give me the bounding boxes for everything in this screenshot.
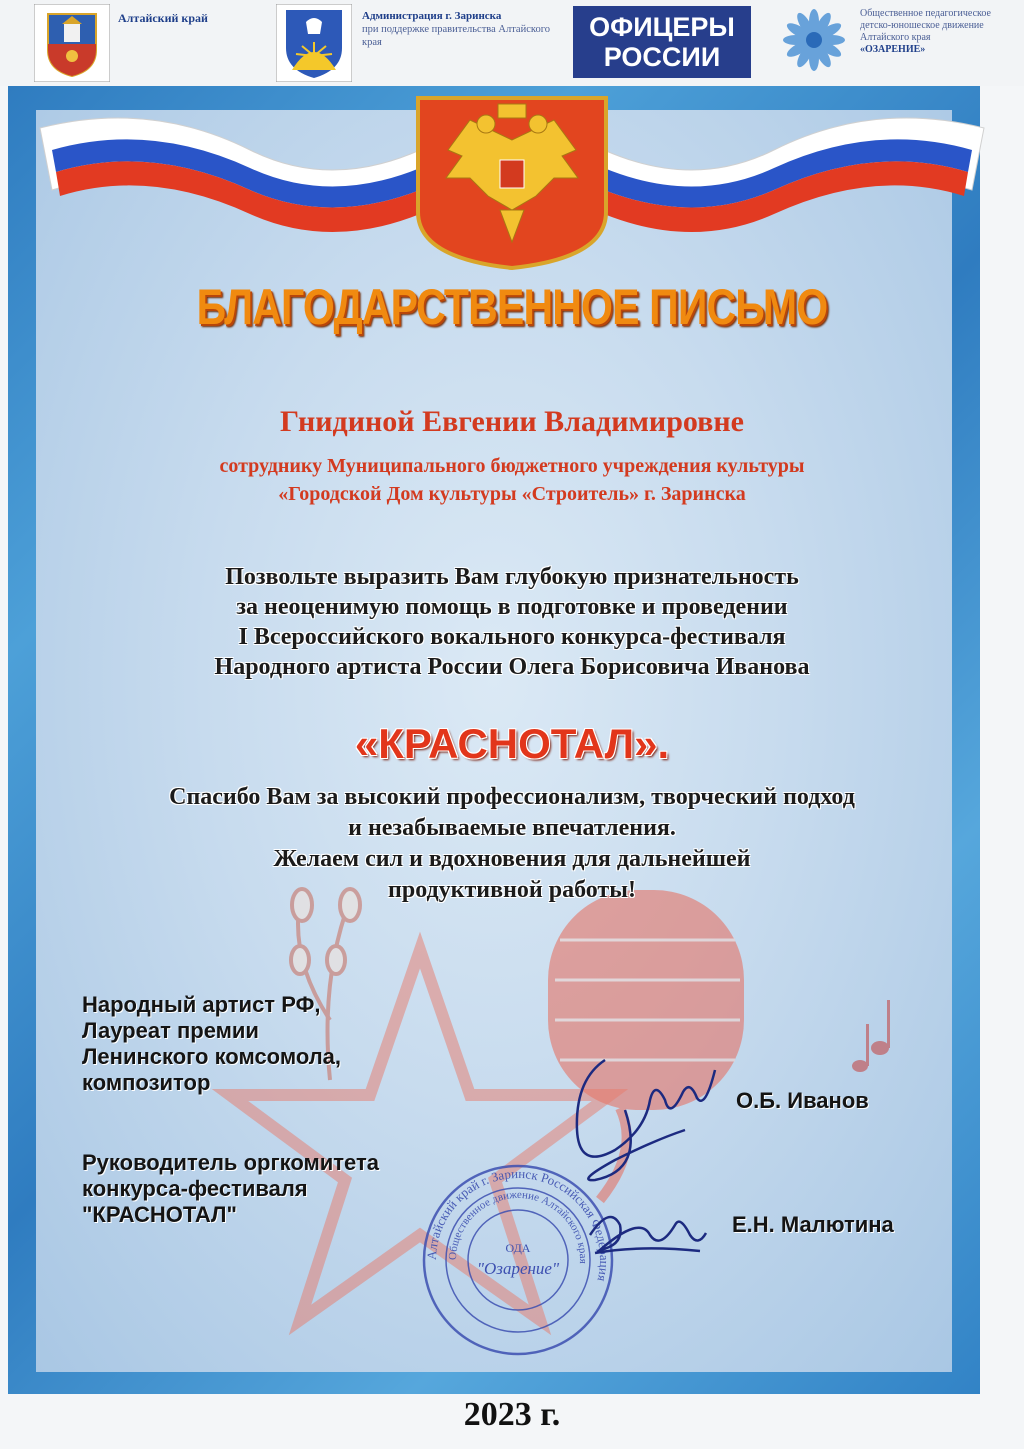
thanks-text	[0, 782, 1024, 906]
second-role-line-3: "КРАСНОТАЛ"	[82, 1202, 237, 1227]
thanks-line-3: Желаем сил и вдохновения для дальнейшей	[273, 846, 751, 872]
admin-title: Администрация г. Заринска	[362, 10, 502, 22]
first-signer-name: О.Б. Иванов	[736, 1088, 869, 1113]
position-line-2: «Городской Дом культуры «Строитель» г. Заринска	[278, 483, 746, 505]
second-signer-name: Е.Н. Малютина	[732, 1212, 894, 1237]
music-note-icon	[852, 1000, 890, 1072]
thanks-line-4: продуктивной работы!	[388, 877, 636, 903]
second-role-line-2: конкурса-фестиваля	[82, 1176, 308, 1201]
recipient-position	[0, 452, 1024, 508]
letter-title: БЛАГОДАРСТВЕННОЕ ПИСЬМО	[196, 279, 828, 335]
ozarenie-name: «ОЗАРЕНИЕ»	[860, 44, 926, 55]
letter-year: 2023 г.	[463, 1396, 561, 1433]
position-line-1: сотруднику Муниципального бюджетного учреждения культуры	[219, 455, 805, 477]
festival-name: «КРАСНОТАЛ».	[354, 720, 670, 767]
first-signer-role	[82, 992, 341, 1096]
stamp-outer-text: Алтайский край г. Заринск Российская Федерация	[423, 1165, 613, 1283]
letter-body	[0, 562, 1024, 682]
thanks-line-2: и незабываемые впечатления.	[348, 815, 676, 841]
thanks-line-1: Спасибо Вам за высокий профессионализм, творческий подход	[169, 784, 855, 810]
body-line-1: Позвольте выразить Вам глубокую признательность	[225, 564, 799, 590]
first-role-line-2: Лауреат премии	[82, 1018, 259, 1043]
first-role-line-3: Ленинского комсомола,	[82, 1044, 342, 1069]
body-line-3: I Всероссийского вокального конкурса-фестиваля	[238, 624, 786, 650]
recipient-name: Гнидиной Евгении Владимировне	[280, 405, 744, 438]
first-role-line-4: композитор	[82, 1070, 211, 1095]
ivanov-signature	[555, 1040, 735, 1190]
second-signer-role	[82, 1150, 379, 1228]
first-role-line-1: Народный артист РФ,	[82, 992, 321, 1017]
russia-coat-of-arms-icon	[418, 98, 606, 268]
malyutina-signature	[580, 1195, 710, 1265]
stamp-center: "Озарение"	[476, 1259, 560, 1278]
officers-line1: ОФИЦЕРЫ	[589, 12, 735, 42]
stamp-inner-text: Общественное движение Алтайского края	[446, 1188, 590, 1264]
officers-line2: РОССИИ	[603, 42, 721, 72]
second-role-line-1: Руководитель оргкомитета	[82, 1150, 379, 1175]
ozarenie-desc: Общественное педагогическое детско-юношеское движение Алтайского края	[860, 8, 991, 43]
altai-label: Алтайский край	[118, 11, 208, 25]
admin-support: при поддержке правительства Алтайского края	[362, 24, 550, 48]
body-line-4: Народного артиста России Олега Борисовича Иванова	[214, 654, 810, 680]
body-line-2: за неоценимую помощь в подготовке и проведении	[236, 594, 788, 620]
stamp-center-small: ОДА	[505, 1241, 531, 1255]
